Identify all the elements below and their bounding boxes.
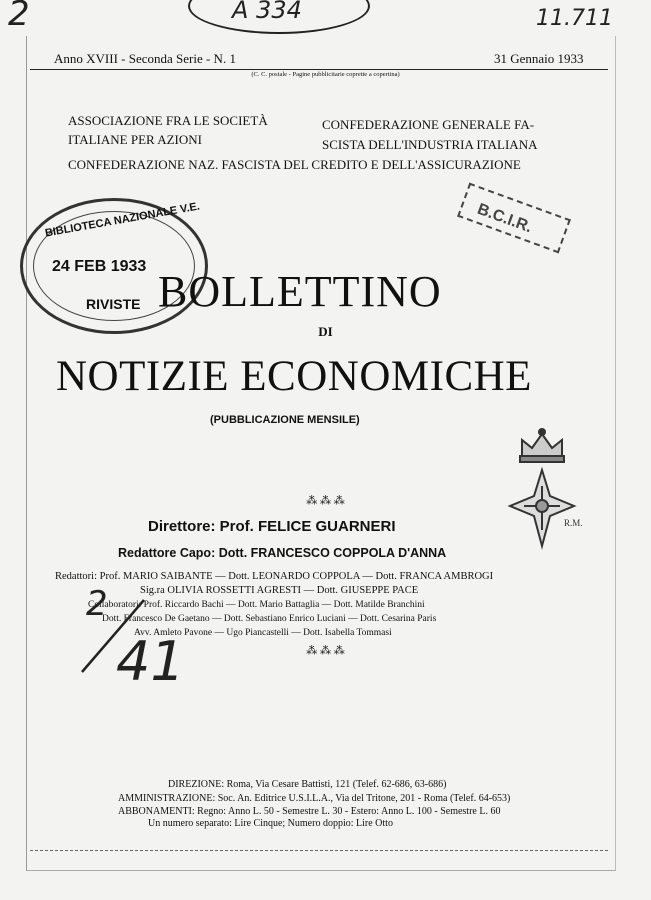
handwritten-margin-number: 2	[86, 584, 108, 624]
issue-date: 31 Gennaio 1933	[494, 51, 584, 66]
footer-numero: Un numero separato: Lire Cinque; Numero doppio: Lire Otto	[148, 818, 393, 829]
chief-editor: Redattore Capo: Dott. FRANCESCO COPPOLA D'ANNA	[118, 546, 447, 560]
handwritten-call-number: A 334	[232, 0, 302, 24]
association-left-line2: ITALIANE PER AZIONI	[68, 132, 202, 147]
header-rule	[30, 69, 608, 70]
handwritten-mark-top-left: 2	[8, 0, 30, 34]
library-stamp-top: BIBLIOTECA NAZIONALE V.E.	[44, 200, 201, 240]
footer-amministrazione: AMMINISTRAZIONE: Soc. An. Editrice U.S.I.L.A., Via del Tritone, 201 - Roma (Telef. 64-653)	[118, 793, 511, 804]
title-bollettino: BOLLETTINO	[158, 267, 442, 316]
director: Direttore: Prof. FELICE GUARNERI	[148, 518, 396, 535]
collaborators-line2: Dott. Francesco De Gaetano — Dott. Sebastiano Enrico Luciani — Dott. Cesarina Paris	[102, 614, 437, 624]
ornament-top: ⁂ ⁂ ⁂	[306, 495, 345, 507]
editors-line2: Sig.ra OLIVIA ROSSETTI AGRESTI — Dott. GIUSEPPE PACE	[140, 585, 419, 596]
issue-number: Anno XVIII - Seconda Serie - N. 1	[54, 51, 236, 66]
footer-abbonamenti: ABBONAMENTI: Regno: Anno L. 50 - Semestre L. 30 - Estero: Anno L. 100 - Semestre L. 60	[118, 806, 501, 817]
ornament-bottom: ⁂ ⁂ ⁂	[306, 645, 345, 657]
footer-rule	[30, 850, 608, 851]
association-right-line1: CONFEDERAZIONE GENERALE FA-	[322, 117, 535, 132]
title-di: DI	[318, 324, 333, 339]
library-stamp-bottom: RIVISTE	[86, 296, 141, 312]
title-notizie-economiche: NOTIZIE ECONOMICHE	[56, 353, 532, 400]
postal-note: (C. C. postale - Pagine pubblicitarie coprette a copertina)	[251, 71, 400, 78]
subtitle: (PUBBLICAZIONE MENSILE)	[210, 414, 360, 426]
rectangular-stamp-text: B.C.I.R.	[474, 200, 535, 237]
library-stamp-date: 24 FEB 1933	[52, 258, 147, 275]
collaborators-line3: Avv. Amleto Pavone — Ugo Piancastelli — Dott. Isabella Tommasi	[134, 628, 392, 638]
footer-direzione: DIREZIONE: Roma, Via Cesare Battisti, 121 (Telef. 62-686, 63-686)	[168, 779, 447, 790]
svg-text:R.M.: R.M.	[564, 518, 583, 528]
handwritten-number-top-right: 11.711	[536, 6, 613, 31]
association-left-line1: ASSOCIAZIONE FRA LE SOCIETÀ	[68, 113, 268, 128]
editors-line1: Redattori: Prof. MARIO SAIBANTE — Dott. LEONARDO COPPOLA — Dott. FRANCA AMBROGI	[55, 571, 494, 582]
collaborators-line1: Collaboratori: Prof. Riccardo Bachi — Dott. Mario Battaglia — Dott. Matilde Branchini	[88, 600, 425, 610]
association-right-line2: SCISTA DELL'INDUSTRIA ITALIANA	[322, 137, 538, 152]
association-full-line: CONFEDERAZIONE NAZ. FASCISTA DEL CREDITO E DELL'ASSICURAZIONE	[68, 157, 521, 172]
handwritten-margin-big-number: 41	[116, 630, 185, 693]
